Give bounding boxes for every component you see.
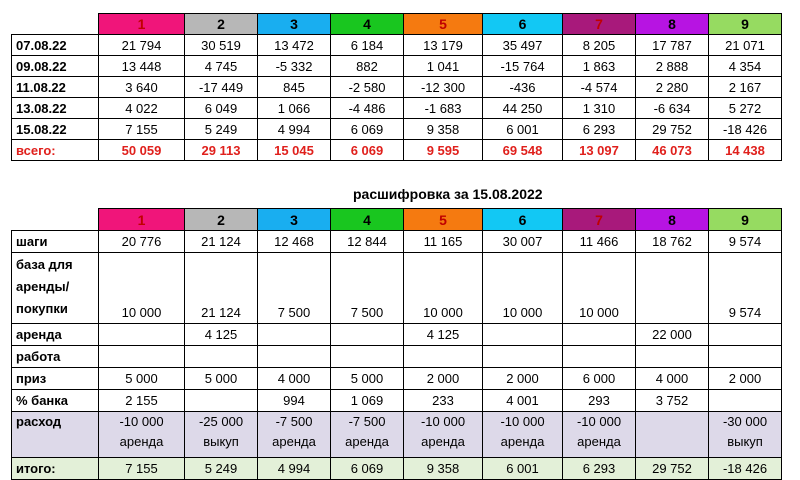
expense-amount: -10 000 xyxy=(500,414,545,429)
rent-row xyxy=(12,324,782,346)
value-cell: 21 124 xyxy=(185,253,258,324)
expense-note: аренда xyxy=(119,434,164,449)
date-row xyxy=(12,77,782,98)
expense-cell xyxy=(258,412,331,458)
value-cell: -5 332 xyxy=(258,56,331,77)
value-cell: 3 752 xyxy=(636,390,709,412)
column-header-7: 7 xyxy=(563,209,636,231)
value-cell xyxy=(185,346,258,368)
row-label: всего: xyxy=(12,140,99,161)
expense-note: аренда xyxy=(272,434,316,449)
value-cell: 17 787 xyxy=(636,35,709,56)
value-cell: 6 184 xyxy=(331,35,404,56)
column-header-6: 6 xyxy=(483,14,563,35)
expense-amount: -10 000 xyxy=(420,414,466,429)
empty-corner-cell xyxy=(12,14,99,35)
value-cell xyxy=(483,346,563,368)
value-cell: 44 250 xyxy=(483,98,563,119)
value-cell: 10 000 xyxy=(563,253,636,324)
value-cell xyxy=(99,346,185,368)
value-cell xyxy=(258,346,331,368)
column-header-5: 5 xyxy=(404,209,483,231)
steps-row xyxy=(12,231,782,253)
row-label: 11.08.22 xyxy=(12,77,99,98)
value-cell: 845 xyxy=(258,77,331,98)
value-cell: -18 426 xyxy=(709,458,782,480)
value-cell: 2 155 xyxy=(99,390,185,412)
value-cell: -6 634 xyxy=(636,98,709,119)
value-cell: 6 049 xyxy=(185,98,258,119)
basis-row xyxy=(12,253,782,324)
row-label: 09.08.22 xyxy=(12,56,99,77)
summary-table xyxy=(11,13,782,161)
value-cell: 1 069 xyxy=(331,390,404,412)
value-cell: -12 300 xyxy=(404,77,483,98)
value-cell: 2 000 xyxy=(404,368,483,390)
value-cell: 4 994 xyxy=(258,119,331,140)
expense-note: аренда xyxy=(500,434,545,449)
value-cell: 9 574 xyxy=(709,231,782,253)
value-cell: 50 059 xyxy=(99,140,185,161)
value-cell xyxy=(709,346,782,368)
value-cell: 29 752 xyxy=(636,458,709,480)
value-cell: 882 xyxy=(331,56,404,77)
value-cell: 5 000 xyxy=(99,368,185,390)
value-cell: 994 xyxy=(258,390,331,412)
value-cell: 4 000 xyxy=(258,368,331,390)
total-row xyxy=(12,140,782,161)
value-cell xyxy=(709,390,782,412)
value-cell: 8 205 xyxy=(563,35,636,56)
row-label: 13.08.22 xyxy=(12,98,99,119)
expense-amount: -7 500 xyxy=(348,414,386,429)
value-cell: 14 438 xyxy=(709,140,782,161)
value-cell xyxy=(331,346,404,368)
value-cell: -15 764 xyxy=(483,56,563,77)
expense-cell xyxy=(404,412,483,458)
expense-cell xyxy=(563,412,636,458)
value-cell: 5 000 xyxy=(185,368,258,390)
value-cell: -4 486 xyxy=(331,98,404,119)
value-cell xyxy=(331,324,404,346)
expense-row xyxy=(12,412,782,458)
column-header-4: 4 xyxy=(331,209,404,231)
column-header-1: 1 xyxy=(99,14,185,35)
date-row xyxy=(12,98,782,119)
value-cell: 2 000 xyxy=(483,368,563,390)
date-row xyxy=(12,35,782,56)
column-header-8: 8 xyxy=(636,14,709,35)
value-cell: 46 073 xyxy=(636,140,709,161)
value-cell: 15 045 xyxy=(258,140,331,161)
value-cell: 6 069 xyxy=(331,140,404,161)
date-row xyxy=(12,119,782,140)
expense-cell xyxy=(331,412,404,458)
value-cell: 4 994 xyxy=(258,458,331,480)
column-header-2: 2 xyxy=(185,209,258,231)
value-cell: 4 000 xyxy=(636,368,709,390)
value-cell: 1 066 xyxy=(258,98,331,119)
value-cell xyxy=(563,324,636,346)
value-cell: 4 745 xyxy=(185,56,258,77)
row-label: шаги xyxy=(12,231,99,253)
value-cell: 6 069 xyxy=(331,458,404,480)
value-cell: 13 179 xyxy=(404,35,483,56)
value-cell: 6 069 xyxy=(331,119,404,140)
value-cell: -2 580 xyxy=(331,77,404,98)
value-cell xyxy=(636,253,709,324)
row-label: расход xyxy=(12,412,99,458)
value-cell: 35 497 xyxy=(483,35,563,56)
value-cell: 21 071 xyxy=(709,35,782,56)
value-cell: 1 310 xyxy=(563,98,636,119)
empty-corner-cell xyxy=(12,209,99,231)
value-cell: 9 358 xyxy=(404,458,483,480)
summary-header-row xyxy=(12,14,782,35)
value-cell xyxy=(563,346,636,368)
column-header-9: 9 xyxy=(709,209,782,231)
value-cell: 6 293 xyxy=(563,119,636,140)
value-cell: -4 574 xyxy=(563,77,636,98)
value-cell: 13 097 xyxy=(563,140,636,161)
breakdown-header-row xyxy=(12,209,782,231)
column-header-9: 9 xyxy=(709,14,782,35)
work-row xyxy=(12,346,782,368)
prize-row xyxy=(12,368,782,390)
column-header-1: 1 xyxy=(99,209,185,231)
value-cell: 22 000 xyxy=(636,324,709,346)
expense-amount: -30 000 xyxy=(722,414,768,429)
value-cell: 5 000 xyxy=(331,368,404,390)
column-header-2: 2 xyxy=(185,14,258,35)
expense-cell xyxy=(709,412,782,458)
row-label: приз xyxy=(12,368,99,390)
value-cell: 2 280 xyxy=(636,77,709,98)
row-label: итого: xyxy=(12,458,99,480)
value-cell: 29 752 xyxy=(636,119,709,140)
value-cell xyxy=(709,324,782,346)
row-label: % банка xyxy=(12,390,99,412)
value-cell: 3 640 xyxy=(99,77,185,98)
row-label: 07.08.22 xyxy=(12,35,99,56)
value-cell xyxy=(483,324,563,346)
value-cell xyxy=(99,324,185,346)
expense-cell xyxy=(483,412,563,458)
bank-row xyxy=(12,390,782,412)
value-cell: 2 167 xyxy=(709,77,782,98)
value-cell: 12 844 xyxy=(331,231,404,253)
value-cell: 6 001 xyxy=(483,119,563,140)
date-row xyxy=(12,56,782,77)
value-cell: 10 000 xyxy=(99,253,185,324)
value-cell: 5 249 xyxy=(185,458,258,480)
value-cell: 293 xyxy=(563,390,636,412)
value-cell: -17 449 xyxy=(185,77,258,98)
expense-note: аренда xyxy=(345,434,389,449)
value-cell: 4 125 xyxy=(185,324,258,346)
value-cell: 4 022 xyxy=(99,98,185,119)
column-header-3: 3 xyxy=(258,14,331,35)
value-cell: 2 888 xyxy=(636,56,709,77)
value-cell: 2 000 xyxy=(709,368,782,390)
value-cell xyxy=(636,346,709,368)
value-cell: 30 519 xyxy=(185,35,258,56)
value-cell: 4 001 xyxy=(483,390,563,412)
expense-note: аренда xyxy=(421,434,465,449)
value-cell: 5 272 xyxy=(709,98,782,119)
value-cell: 10 000 xyxy=(483,253,563,324)
value-cell: 7 155 xyxy=(99,458,185,480)
value-cell: 7 155 xyxy=(99,119,185,140)
value-cell: 20 776 xyxy=(99,231,185,253)
expense-note: аренда xyxy=(577,434,621,449)
value-cell xyxy=(185,390,258,412)
value-cell: 69 548 xyxy=(483,140,563,161)
expense-amount: -10 000 xyxy=(576,414,622,429)
breakdown-caption: расшифровка за 15.08.2022 xyxy=(353,186,543,202)
expense-amount: -25 000 xyxy=(198,414,244,429)
expense-cell xyxy=(185,412,258,458)
value-cell: 7 500 xyxy=(258,253,331,324)
value-cell: 12 468 xyxy=(258,231,331,253)
row-label: 15.08.22 xyxy=(12,119,99,140)
value-cell: 6 001 xyxy=(483,458,563,480)
value-cell: 21 124 xyxy=(185,231,258,253)
value-cell xyxy=(258,324,331,346)
value-cell: -436 xyxy=(483,77,563,98)
value-cell: 9 574 xyxy=(709,253,782,324)
column-header-4: 4 xyxy=(331,14,404,35)
value-cell: 4 354 xyxy=(709,56,782,77)
value-cell: 5 249 xyxy=(185,119,258,140)
value-cell: 1 041 xyxy=(404,56,483,77)
expense-amount: -10 000 xyxy=(119,414,164,429)
expense-cell xyxy=(99,412,185,458)
value-cell: 11 466 xyxy=(563,231,636,253)
value-cell: 9 595 xyxy=(404,140,483,161)
row-label: база для аренды/покупки xyxy=(12,253,99,324)
value-cell: 11 165 xyxy=(404,231,483,253)
value-cell: 233 xyxy=(404,390,483,412)
value-cell: 1 863 xyxy=(563,56,636,77)
value-cell: 13 472 xyxy=(258,35,331,56)
value-cell: 13 448 xyxy=(99,56,185,77)
value-cell: -1 683 xyxy=(404,98,483,119)
breakdown-table xyxy=(11,208,782,480)
value-cell: 6 293 xyxy=(563,458,636,480)
value-cell: 21 794 xyxy=(99,35,185,56)
column-header-8: 8 xyxy=(636,209,709,231)
expense-note: выкуп xyxy=(727,434,763,449)
column-header-3: 3 xyxy=(258,209,331,231)
value-cell: -18 426 xyxy=(709,119,782,140)
expense-amount: -7 500 xyxy=(275,414,313,429)
value-cell: 10 000 xyxy=(404,253,483,324)
value-cell: 30 007 xyxy=(483,231,563,253)
column-header-5: 5 xyxy=(404,14,483,35)
value-cell: 6 000 xyxy=(563,368,636,390)
value-cell: 7 500 xyxy=(331,253,404,324)
final-total-row xyxy=(12,458,782,480)
column-header-7: 7 xyxy=(563,14,636,35)
value-cell xyxy=(404,346,483,368)
value-cell: 4 125 xyxy=(404,324,483,346)
expense-note: выкуп xyxy=(203,434,239,449)
column-header-6: 6 xyxy=(483,209,563,231)
expense-cell xyxy=(636,412,709,458)
row-label: работа xyxy=(12,346,99,368)
value-cell: 9 358 xyxy=(404,119,483,140)
value-cell: 29 113 xyxy=(185,140,258,161)
row-label: аренда xyxy=(12,324,99,346)
value-cell: 18 762 xyxy=(636,231,709,253)
